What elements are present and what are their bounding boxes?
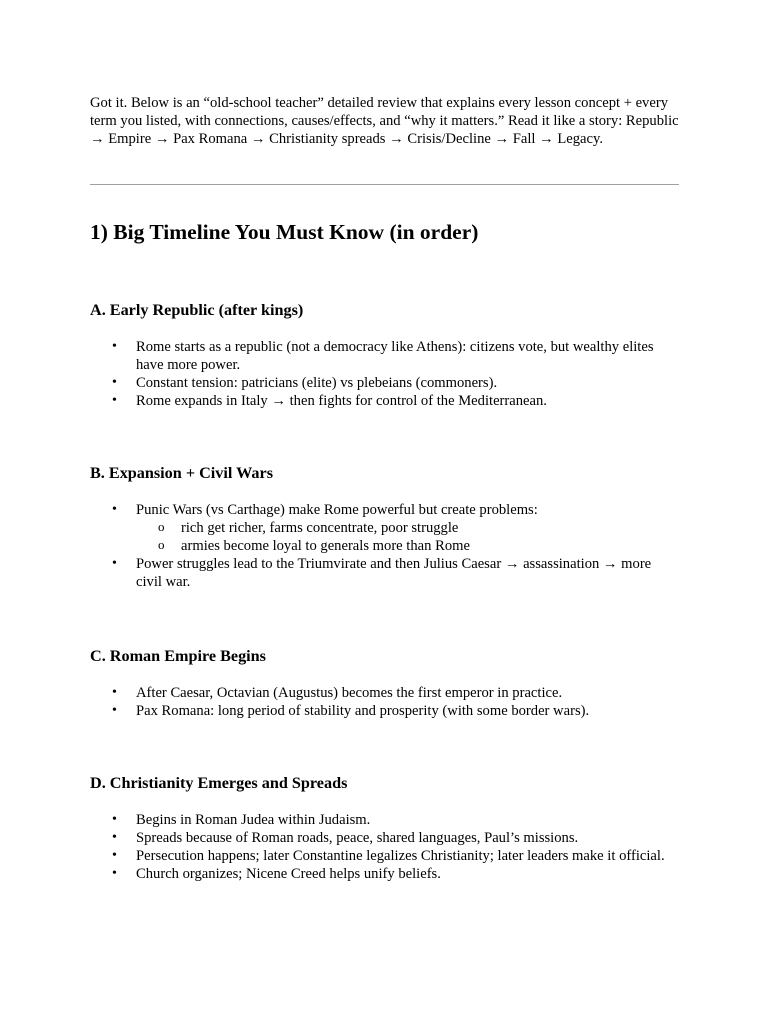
section-d-list xyxy=(90,811,680,883)
list-item-text: Punic Wars (vs Carthage) make Rome powerful but create problems: xyxy=(136,502,538,518)
bullet-icon: • xyxy=(112,703,117,718)
sub-bullet-icon: o xyxy=(158,519,165,534)
sub-bullet-icon: o xyxy=(158,537,165,552)
list-item-text: After Caesar, Octavian (Augustus) becomes the first emperor in practice. xyxy=(136,685,563,701)
intro-paragraph: Got it. Below is an “old-school teacher” detailed review that explains every lesson concept + every term you listed, with connections, causes/effects, and “why it matters.” Read it like a story: Republic → Empire → Pax Romana → Christianity spreads → Crisis/Decline → Fall → Legacy. xyxy=(90,95,679,147)
list-item xyxy=(90,374,680,392)
list-item xyxy=(90,555,680,591)
bullet-icon: • xyxy=(112,393,117,408)
bullet-icon: • xyxy=(112,339,117,354)
section-d-title: D. Christianity Emerges and Spreads xyxy=(90,774,348,792)
bullet-icon: • xyxy=(112,830,117,845)
list-item xyxy=(90,392,680,410)
list-item xyxy=(90,847,680,865)
list-item-text: Church organizes; Nicene Creed helps unify beliefs. xyxy=(136,866,441,882)
list-item xyxy=(90,829,680,847)
list-item-text: Power struggles lead to the Triumvirate and then Julius Caesar → assassination → more civil war. xyxy=(136,556,652,590)
section-a-list xyxy=(90,338,680,410)
sub-list-item xyxy=(90,519,680,537)
list-item xyxy=(90,338,680,374)
section-b xyxy=(90,463,680,591)
list-item-text: Begins in Roman Judea within Judaism. xyxy=(136,812,371,828)
section-b-list xyxy=(90,501,680,591)
sub-list-item xyxy=(90,537,680,555)
bullet-icon: • xyxy=(112,375,117,390)
list-item-text: Constant tension: patricians (elite) vs plebeians (commoners). xyxy=(136,375,498,391)
list-item-text: Spreads because of Roman roads, peace, shared languages, Paul’s missions. xyxy=(136,830,579,846)
list-item xyxy=(90,501,680,519)
bullet-icon: • xyxy=(112,685,117,700)
bullet-icon: • xyxy=(112,812,117,827)
list-item-text: Pax Romana: long period of stability and prosperity (with some border wars). xyxy=(136,703,590,719)
section-d xyxy=(90,773,680,883)
sub-list-item-text: armies become loyal to generals more than Rome xyxy=(181,538,470,554)
section-b-title: B. Expansion + Civil Wars xyxy=(90,464,273,482)
main-heading: 1) Big Timeline You Must Know (in order) xyxy=(90,220,479,244)
sub-list-item-text: rich get richer, farms concentrate, poor struggle xyxy=(181,520,459,536)
list-item-text: Rome expands in Italy → then fights for control of the Mediterranean. xyxy=(136,393,547,409)
section-a xyxy=(90,300,680,410)
list-item xyxy=(90,811,680,829)
bullet-icon: • xyxy=(112,502,117,517)
section-c-title: C. Roman Empire Begins xyxy=(90,647,266,665)
bullet-icon: • xyxy=(112,556,117,571)
list-item-text: Rome starts as a republic (not a democracy like Athens): citizens vote, but wealthy elites have more power. xyxy=(136,339,654,373)
list-item xyxy=(90,684,680,702)
bullet-icon: • xyxy=(112,848,117,863)
list-item-text: Persecution happens; later Constantine legalizes Christianity; later leaders make it official. xyxy=(136,848,665,864)
bullet-icon: • xyxy=(112,866,117,881)
section-c xyxy=(90,646,680,720)
list-item xyxy=(90,865,680,883)
section-c-list xyxy=(90,684,680,720)
list-item xyxy=(90,702,680,720)
section-a-title: A. Early Republic (after kings) xyxy=(90,301,304,319)
horizontal-rule xyxy=(90,184,679,185)
